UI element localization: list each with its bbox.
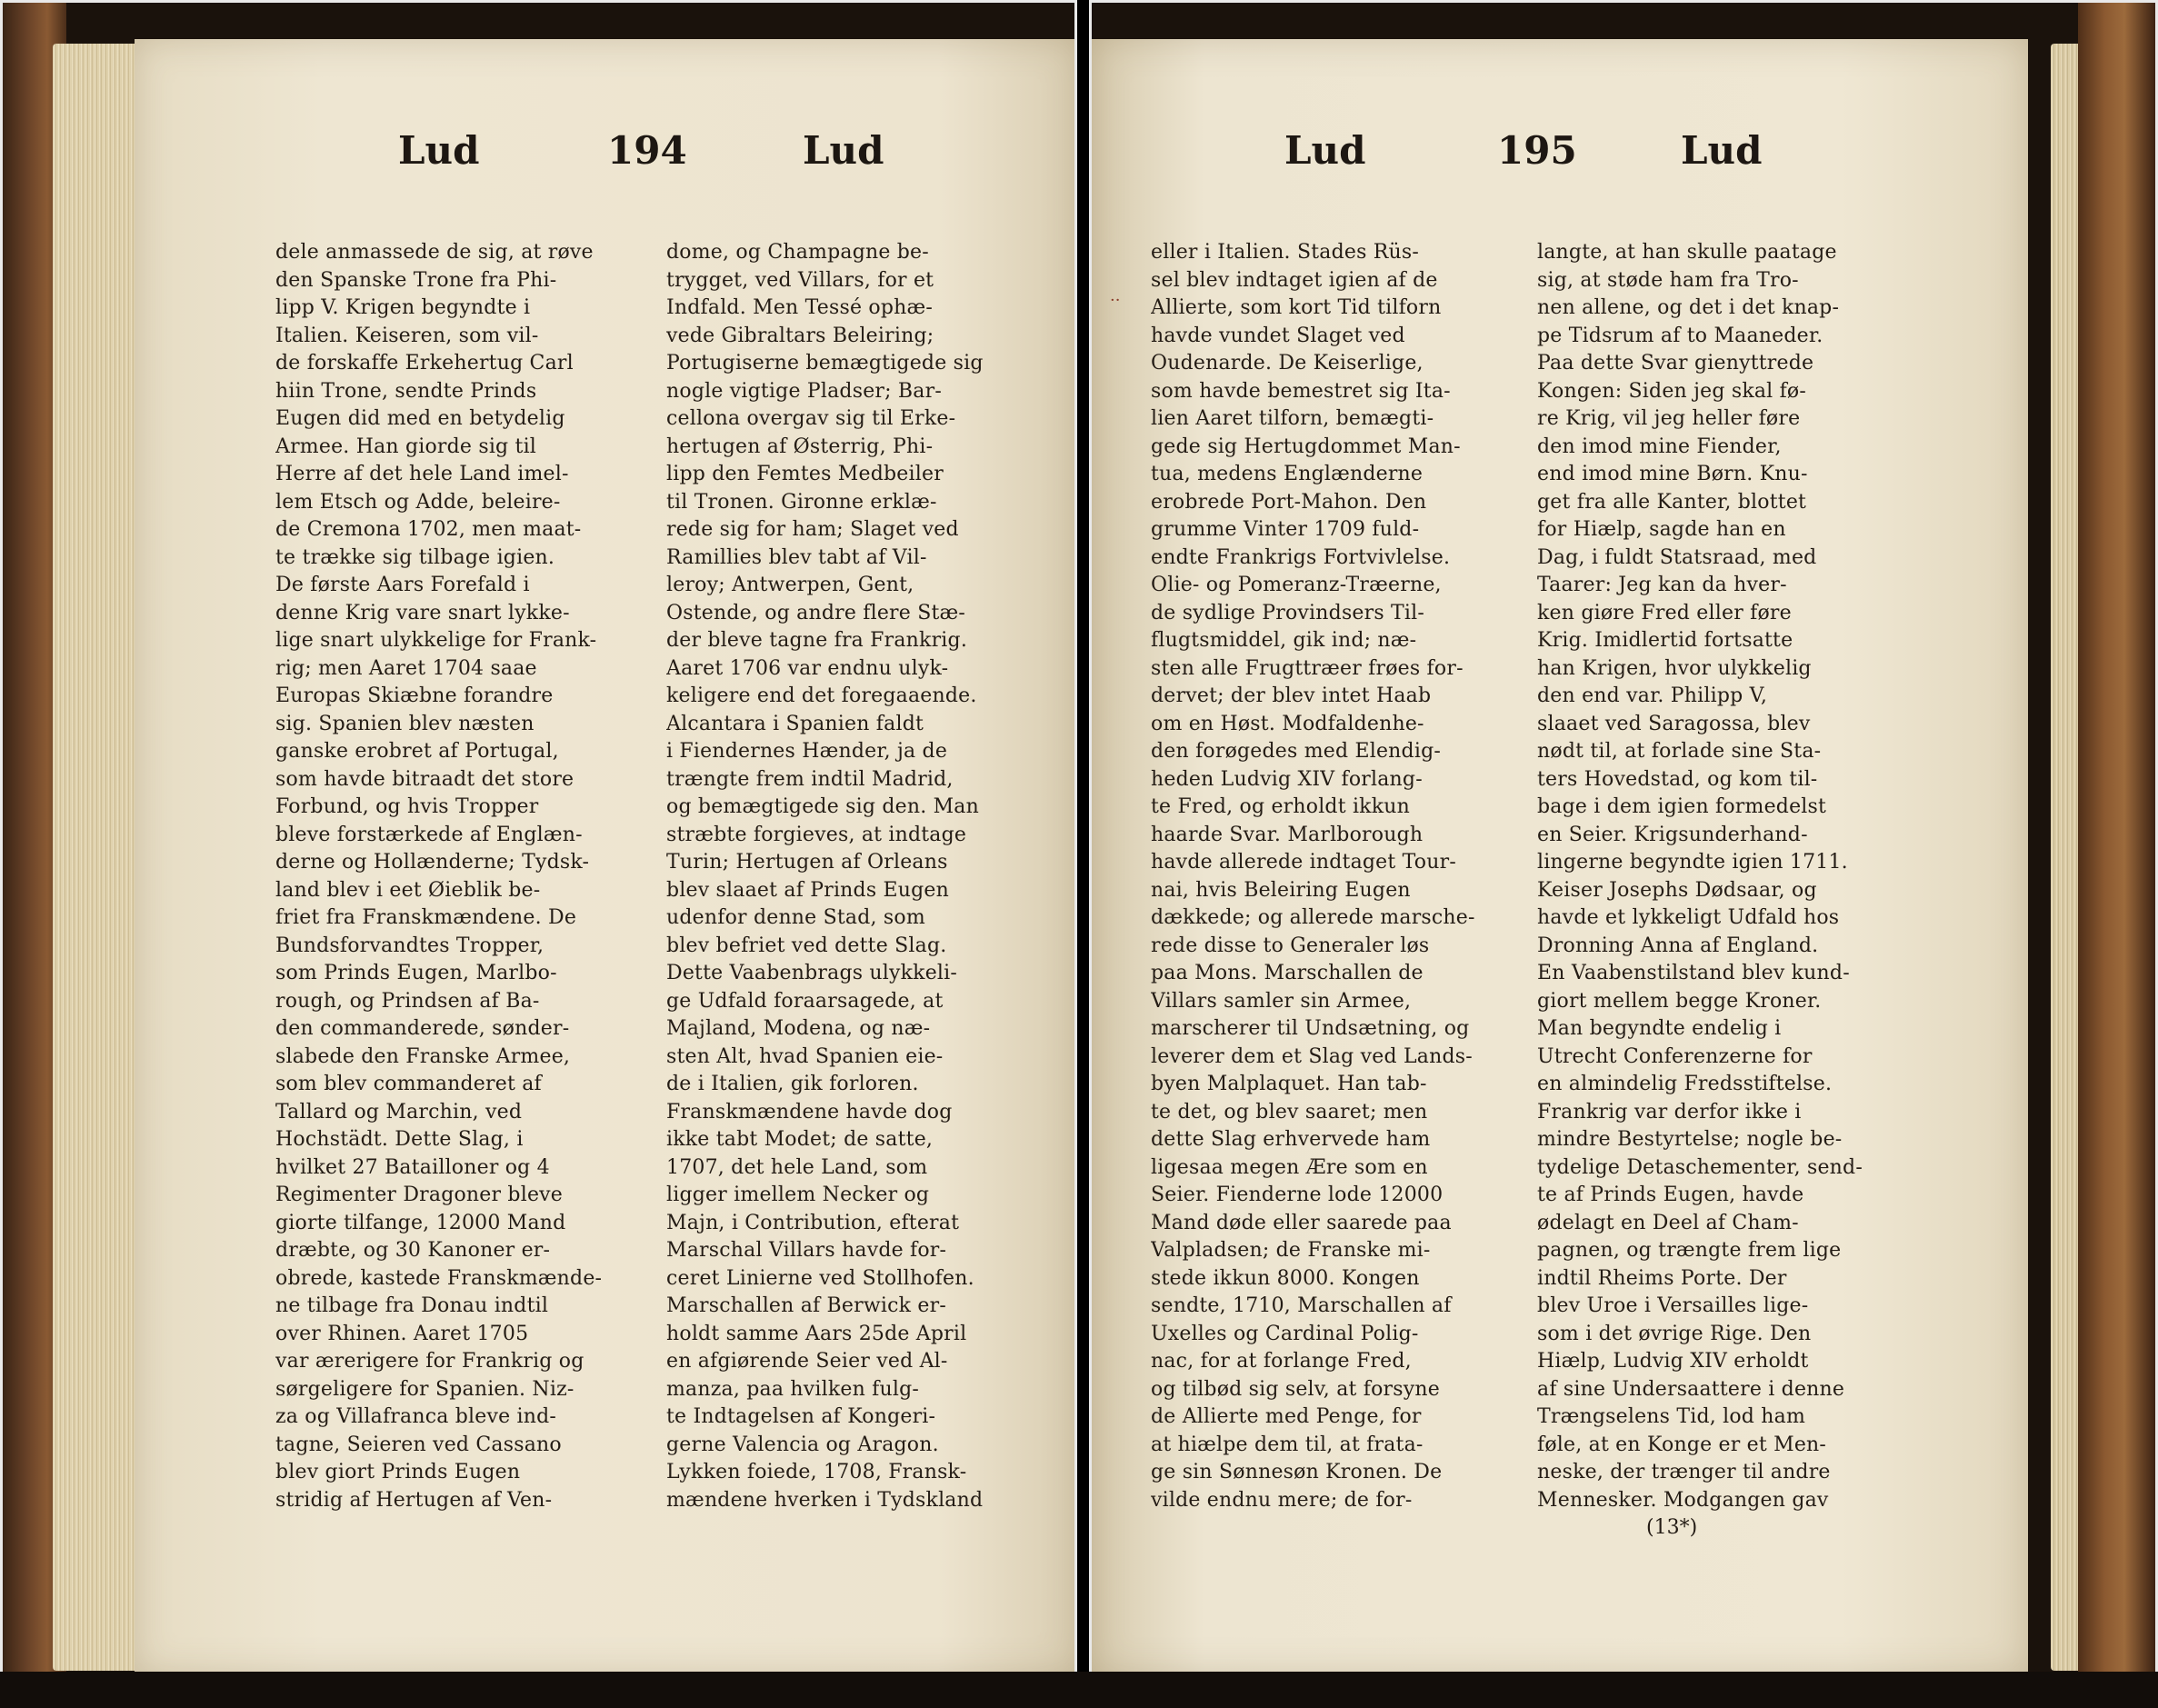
text-line: te Fred, og erholdt ikkun — [1151, 795, 1410, 818]
text-line: som havde bemestret sig Ita- — [1151, 379, 1451, 403]
text-line: langte, at han skulle paatage — [1537, 241, 1837, 264]
text-line: stræbte forgieves, at indtage — [666, 823, 967, 846]
page-194 — [135, 39, 1077, 1675]
text-line: te trække sig tilbage igien. — [275, 545, 555, 569]
text-line: ken giøre Fred eller føre — [1537, 601, 1792, 624]
text-line: Paa dette Svar gienyttrede — [1537, 352, 1814, 375]
text-line: bleve forstærkede af Englæn- — [275, 823, 583, 846]
text-line: Eugen did med en betydelig — [275, 407, 565, 430]
text-line: cellona overgav sig til Erke- — [666, 407, 956, 430]
text-line: tua, medens Englænderne — [1151, 463, 1424, 485]
text-line: sendte, 1710, Marschallen af — [1151, 1294, 1452, 1317]
text-line: blev befriet ved dette Slag. — [666, 934, 947, 957]
text-line: Portugiserne bemægtigede sig — [666, 352, 984, 375]
text-line: den end var. Philipp V, — [1537, 684, 1768, 707]
text-line: neske, der trænger til andre — [1537, 1461, 1831, 1483]
text-line: de forskaffe Erkehertug Carl — [275, 352, 574, 375]
text-line: erobrede Port-Mahon. Den — [1151, 490, 1427, 514]
text-line: Mand døde eller saarede paa — [1151, 1211, 1452, 1234]
text-line: obrede, kastede Franskmænde- — [275, 1266, 603, 1290]
text-line: trygget, ved Villars, for et — [666, 268, 934, 292]
text-line: de Allierte med Penge, for — [1151, 1405, 1422, 1428]
text-line: hertugen af Østerrig, Phi- — [666, 434, 934, 458]
text-line: Olie- og Pomeranz-Træerne, — [1151, 574, 1442, 596]
text-line: Europas Skiæbne forandre — [275, 684, 554, 707]
text-line: hvilket 27 Batailloner og 4 — [275, 1155, 550, 1179]
page-number: 194 — [607, 128, 687, 173]
text-line: Krig. Imidlertid fortsatte — [1537, 629, 1793, 652]
text-line: nai, hvis Beleiring Eugen — [1151, 878, 1411, 902]
text-line: blev giort Prinds Eugen — [275, 1461, 521, 1483]
page-edges-left — [53, 44, 139, 1671]
text-line: rough, og Prindsen af Ba- — [275, 989, 540, 1013]
text-line: hiin Trone, sendte Prinds — [275, 379, 537, 403]
text-line: som blev commanderet af — [275, 1073, 542, 1095]
text-line: de i Italien, gik forloren. — [666, 1073, 919, 1095]
text-line: vede Gibraltars Beleiring; — [666, 324, 934, 347]
text-line: over Rhinen. Aaret 1705 — [275, 1322, 529, 1345]
text-line: marscherer til Undsætning, og — [1151, 1017, 1470, 1040]
text-line: de Cremona 1702, men maat- — [275, 518, 582, 541]
text-line: blev slaaet af Prinds Eugen — [666, 878, 950, 902]
text-line: Marschal Villars havde for- — [666, 1239, 947, 1262]
text-line: Ostende, og andre flere Stæ- — [666, 601, 966, 624]
text-column-right — [666, 239, 1048, 1514]
text-line: eller i Italien. Stades Rüs- — [1151, 241, 1420, 264]
text-column-left — [275, 239, 657, 1514]
text-line: sten alle Frugttræer frøes for- — [1151, 656, 1464, 680]
text-line: De første Aars Forefald i — [275, 574, 530, 596]
text-line: Valpladsen; de Franske mi- — [1151, 1239, 1431, 1262]
text-line: sørgeligere for Spanien. Niz- — [275, 1377, 574, 1401]
text-line: rede sig for ham; Slaget ved — [666, 518, 959, 541]
text-line: Indfald. Men Tessé ophæ- — [666, 296, 934, 319]
text-line: ganske erobret af Portugal, — [275, 740, 559, 763]
text-line: ters Hovedstad, og kom til- — [1537, 767, 1818, 791]
text-line: trængte frem indtil Madrid, — [666, 767, 954, 791]
text-column-left — [1151, 239, 1542, 1514]
text-line: Hochstädt. Dette Slag, i — [275, 1128, 524, 1151]
text-line: Dette Vaabenbrags ulykkeli- — [666, 962, 958, 984]
text-line: lien Aaret tilforn, bemægti- — [1151, 407, 1434, 430]
text-line: ne tilbage fra Donau indtil — [275, 1294, 549, 1317]
background-surface — [0, 1672, 2158, 1708]
text-line: stede ikkun 8000. Kongen — [1151, 1266, 1420, 1290]
right-page-image — [1089, 0, 2158, 1708]
text-line: En Vaabenstilstand blev kund- — [1537, 962, 1850, 984]
text-line: Herre af det hele Land imel- — [275, 463, 569, 485]
text-line: lipp V. Krigen begyndte i — [275, 296, 531, 319]
text-line: Mennesker. Modgangen gav — [1537, 1488, 1829, 1512]
text-line: land blev i eet Øieblik be- — [275, 878, 541, 902]
text-line: Trængselens Tid, lod ham — [1537, 1405, 1806, 1428]
text-line: dette Slag erhvervede ham — [1151, 1128, 1431, 1151]
text-line: Hiælp, Ludvig XIV erholdt — [1537, 1350, 1809, 1373]
text-line: heden Ludvig XIV forlang- — [1151, 767, 1423, 791]
image-divider — [1077, 0, 1089, 1708]
page-number: 195 — [1497, 128, 1577, 173]
text-line: ge sin Sønnesøn Kronen. De — [1151, 1461, 1443, 1483]
text-line: en afgiørende Seier ved Al- — [666, 1350, 948, 1373]
text-line: Regimenter Dragoner bleve — [275, 1184, 564, 1206]
text-column-right — [1537, 239, 1928, 1514]
text-line: Dronning Anna af England. — [1537, 934, 1819, 957]
headword-left: Lud — [398, 128, 480, 173]
book-binding-right — [2078, 3, 2155, 1705]
text-line: Italien. Keiseren, som vil- — [275, 324, 539, 347]
text-line: Kongen: Siden jeg skal fø- — [1537, 379, 1807, 403]
text-line: tydelige Detaschementer, send- — [1537, 1155, 1863, 1179]
text-line: ikke tabt Modet; de satte, — [666, 1128, 934, 1151]
text-line: af sine Undersaattere i denne — [1537, 1377, 1845, 1401]
text-line: en Seier. Krigsunderhand- — [1537, 823, 1808, 846]
text-line: Allierte, som kort Tid tilforn — [1151, 296, 1442, 319]
text-line: slabede den Franske Armee, — [275, 1044, 571, 1068]
text-line: Utrecht Conferenzerne for — [1537, 1044, 1813, 1068]
text-line: Turin; Hertugen af Orleans — [666, 851, 948, 874]
text-line: som Prinds Eugen, Marlbo- — [275, 962, 557, 984]
text-line: de sydlige Provindsers Til- — [1151, 601, 1425, 624]
text-line: ligesaa megen Ære som en — [1151, 1155, 1428, 1179]
text-line: denne Krig vare snart lykke- — [275, 601, 570, 624]
text-line: føle, at en Konge er et Men- — [1537, 1433, 1827, 1456]
text-line: dækkede; og allerede marsche- — [1151, 906, 1475, 929]
text-line: udenfor denne Stad, som — [666, 906, 925, 929]
text-line: te det, og blev saaret; men — [1151, 1100, 1428, 1124]
text-line: sig, at støde ham fra Tro- — [1537, 268, 1799, 292]
text-line: nac, for at forlange Fred, — [1151, 1350, 1412, 1373]
text-line: 1707, det hele Land, som — [666, 1155, 928, 1179]
text-line: gede sig Hertugdommet Man- — [1151, 434, 1461, 458]
text-line: Uxelles og Cardinal Polig- — [1151, 1322, 1419, 1345]
running-head — [1092, 128, 2028, 192]
text-line: Forbund, og hvis Tropper — [275, 795, 539, 818]
text-line: Bundsforvandtes Tropper, — [275, 934, 544, 957]
text-line: havde vundet Slaget ved — [1151, 324, 1405, 347]
text-line: Seier. Fienderne lode 12000 — [1151, 1184, 1444, 1206]
text-line: stridig af Hertugen af Ven- — [275, 1488, 553, 1512]
text-line: rig; men Aaret 1704 saae — [275, 656, 537, 680]
headword-right: Lud — [1681, 128, 1763, 173]
text-line: nogle vigtige Pladser; Bar- — [666, 379, 942, 403]
left-page-image — [0, 0, 1077, 1708]
text-line: indtil Rheims Porte. Der — [1537, 1266, 1787, 1290]
text-line: den commanderede, sønder- — [275, 1017, 570, 1040]
text-line: i Fiendernes Hænder, ja de — [666, 740, 948, 763]
text-line: re Krig, vil jeg heller føre — [1537, 407, 1801, 430]
text-line: leroy; Antwerpen, Gent, — [666, 574, 914, 596]
text-line: den imod mine Fiender, — [1537, 434, 1782, 458]
text-line: mindre Bestyrtelse; nogle be- — [1537, 1128, 1843, 1151]
text-line: der bleve tagne fra Frankrig. — [666, 629, 968, 652]
text-line: mændene hverken i Tydskland — [666, 1488, 984, 1512]
text-line: lem Etsch og Adde, beleire- — [275, 490, 561, 514]
text-line: var ærerigere for Frankrig og — [275, 1350, 584, 1373]
text-line: Oudenarde. De Keiserlige, — [1151, 352, 1424, 375]
text-line: pe Tidsrum af to Maaneder. — [1537, 324, 1823, 347]
text-line: Villars samler sin Armee, — [1151, 989, 1412, 1013]
text-line: som havde bitraadt det store — [275, 767, 574, 791]
text-line: ge Udfald foraarsagede, at — [666, 989, 944, 1013]
text-line: og tilbød sig selv, at forsyne — [1151, 1377, 1440, 1401]
text-line: giort mellem begge Kroner. — [1537, 989, 1822, 1013]
text-line: giorte tilfange, 12000 Mand — [275, 1211, 566, 1234]
signature-mark: (13*) — [1646, 1516, 1698, 1539]
text-line: sig. Spanien blev næsten — [275, 712, 535, 735]
margin-mark: ·· — [1110, 291, 1121, 310]
text-line: Alcantara i Spanien faldt — [666, 712, 924, 735]
text-line: dele anmassede de sig, at røve — [275, 241, 594, 264]
text-line: den Spanske Trone fra Phi- — [275, 268, 557, 292]
text-line: nen allene, og det i det knap- — [1537, 296, 1840, 319]
text-line: pagnen, og trængte frem lige — [1537, 1239, 1842, 1262]
text-line: ligger imellem Necker og — [666, 1184, 930, 1206]
text-line: som i det øvrige Rige. Den — [1537, 1322, 1812, 1345]
text-line: dræbte, og 30 Kanoner er- — [275, 1239, 551, 1262]
text-line: Taarer: Jeg kan da hver- — [1537, 574, 1787, 596]
text-line: sten Alt, hvad Spanien eie- — [666, 1044, 944, 1068]
text-line: Franskmændene havde dog — [666, 1100, 953, 1124]
text-line: leverer dem et Slag ved Lands- — [1151, 1044, 1473, 1068]
text-line: ceret Linierne ved Stollhofen. — [666, 1266, 974, 1290]
headword-left: Lud — [1284, 128, 1366, 173]
text-line: Armee. Han giorde sig til — [275, 434, 537, 458]
text-line: Dag, i fuldt Statsraad, med — [1537, 545, 1817, 569]
text-line: at hiælpe dem til, at frata- — [1151, 1433, 1424, 1456]
text-line: endte Frankrigs Fortvivlelse. — [1151, 545, 1451, 569]
text-line: Ramillies blev tabt af Vil- — [666, 545, 927, 569]
text-line: vilde endnu mere; de for- — [1151, 1488, 1413, 1512]
text-line: keligere end det foregaaende. — [666, 684, 977, 707]
text-line: te Indtagelsen af Kongeri- — [666, 1405, 936, 1428]
text-line: Marschallen af Berwick er- — [666, 1294, 946, 1317]
text-line: blev Uroe i Versailles lige- — [1537, 1294, 1809, 1317]
text-line: gerne Valencia og Aragon. — [666, 1433, 939, 1456]
text-line: manza, paa hvilken fulg- — [666, 1377, 919, 1401]
text-line: get fra alle Kanter, blottet — [1537, 490, 1807, 514]
text-line: og bemægtigede sig den. Man — [666, 795, 979, 818]
page-195 — [1092, 39, 2028, 1675]
text-line: lingerne begyndte igien 1711. — [1537, 851, 1848, 874]
text-line: Man begyndte endelig i — [1537, 1017, 1782, 1040]
text-line: dervet; der blev intet Haab — [1151, 684, 1432, 707]
text-line: ødelagt en Deel af Cham- — [1537, 1211, 1799, 1234]
text-line: til Tronen. Gironne erklæ- — [666, 490, 937, 514]
text-line: flugtsmiddel, gik ind; næ- — [1151, 629, 1417, 652]
text-line: byen Malplaquet. Han tab- — [1151, 1073, 1427, 1095]
text-line: grumme Vinter 1709 fuld- — [1151, 518, 1420, 541]
text-line: han Krigen, hvor ulykkelig — [1537, 656, 1812, 680]
text-line: den forøgedes med Elendig- — [1151, 740, 1441, 763]
text-line: tagne, Seieren ved Cassano — [275, 1433, 562, 1456]
text-line: end imod mine Børn. Knu- — [1537, 463, 1808, 485]
text-line: for Hiælp, sagde han en — [1537, 518, 1786, 541]
text-line: Keiser Josephs Dødsaar, og — [1537, 878, 1817, 902]
text-line: te af Prinds Eugen, havde — [1537, 1184, 1804, 1206]
text-line: Lykken foiede, 1708, Fransk- — [666, 1461, 967, 1483]
text-line: slaaet ved Saragossa, blev — [1537, 712, 1811, 735]
text-line: haarde Svar. Marlborough — [1151, 823, 1424, 846]
text-line: Majn, i Contribution, efterat — [666, 1211, 960, 1234]
text-line: derne og Hollænderne; Tydsk- — [275, 851, 590, 874]
text-line: sel blev indtaget igien af de — [1151, 268, 1438, 292]
text-line: lipp den Femtes Medbeiler — [666, 463, 944, 485]
text-line: havde et lykkeligt Udfald hos — [1537, 906, 1840, 929]
text-line: holdt samme Aars 25de April — [666, 1322, 967, 1345]
running-head — [135, 128, 1077, 192]
text-line: havde allerede indtaget Tour- — [1151, 851, 1456, 874]
headword-right: Lud — [803, 128, 884, 173]
text-line: rede disse to Generaler løs — [1151, 934, 1430, 957]
text-line: Aaret 1706 var endnu ulyk- — [666, 656, 949, 680]
text-line: nødt til, at forlade sine Sta- — [1537, 740, 1822, 763]
text-line: lige snart ulykkelige for Frank- — [275, 629, 597, 652]
text-line: za og Villafranca bleve ind- — [275, 1405, 557, 1428]
text-line: Majland, Modena, og næ- — [666, 1017, 931, 1040]
text-line: paa Mons. Marschallen de — [1151, 962, 1424, 984]
text-line: en almindelig Fredsstiftelse. — [1537, 1073, 1833, 1095]
text-line: Tallard og Marchin, ved — [275, 1100, 523, 1124]
text-line: friet fra Franskmændene. De — [275, 906, 577, 929]
text-line: bage i dem igien formedelst — [1537, 795, 1827, 818]
text-line: Frankrig var derfor ikke i — [1537, 1100, 1802, 1124]
text-line: dome, og Champagne be- — [666, 241, 929, 264]
text-line: om en Høst. Modfaldenhe- — [1151, 712, 1424, 735]
